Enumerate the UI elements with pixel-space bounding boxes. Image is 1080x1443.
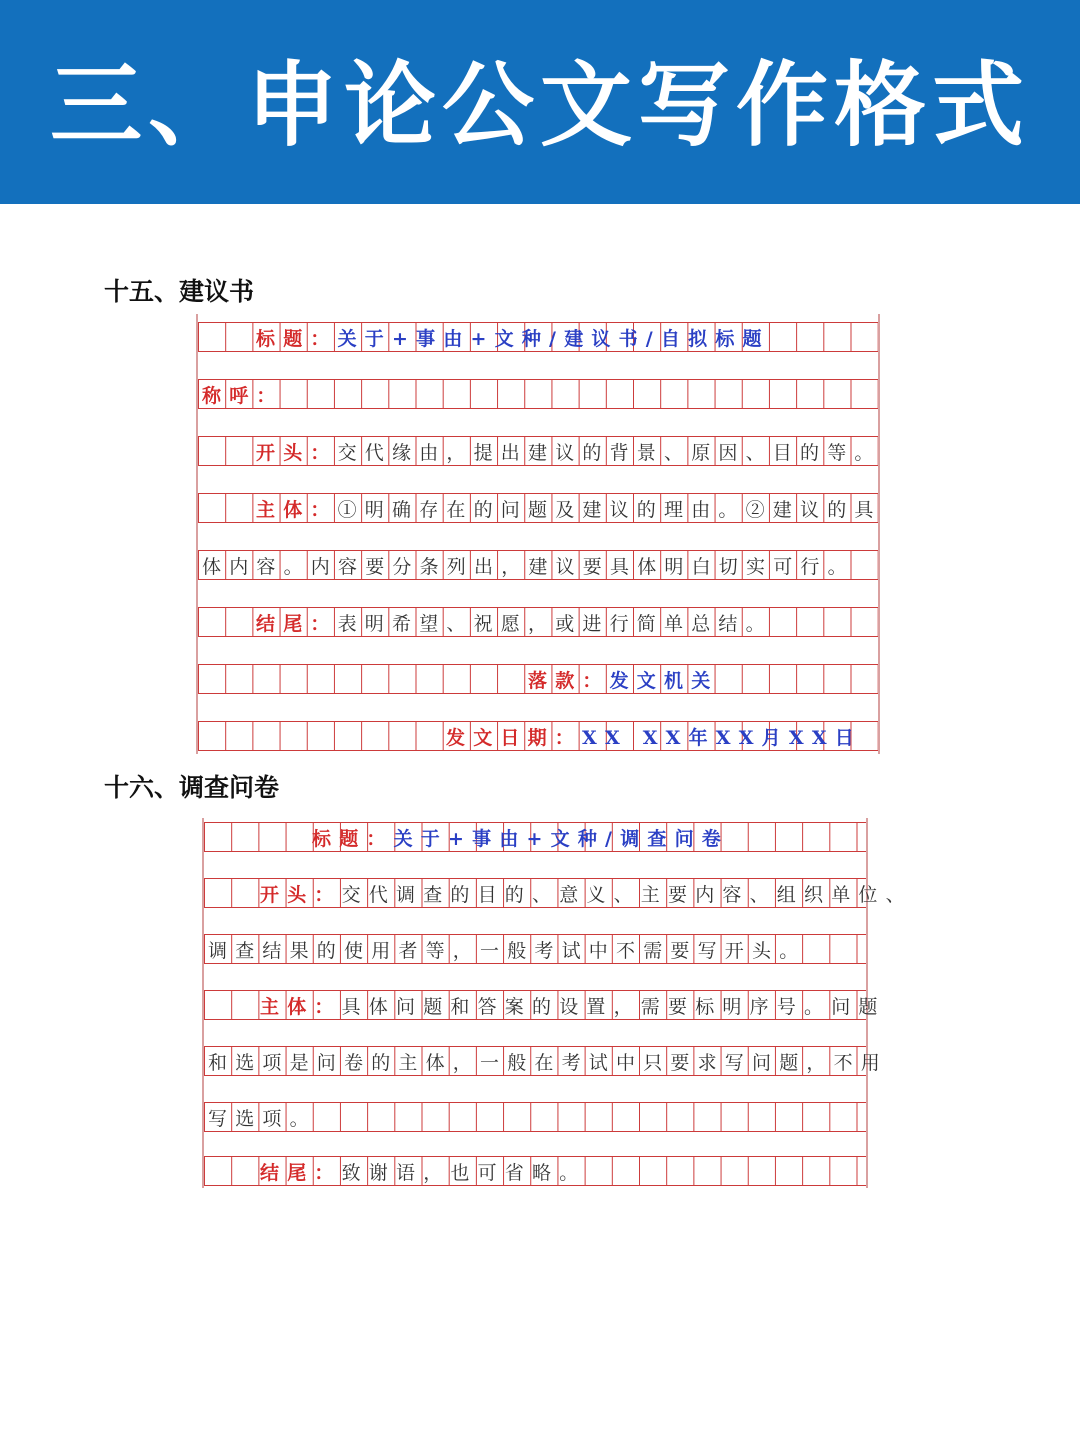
signature-value: 发文机关: [609, 669, 719, 692]
date-label: 发文日期：: [446, 726, 583, 749]
ending-label: 结尾：: [260, 1161, 342, 1184]
body-label: 主体：: [260, 995, 342, 1018]
grid-row-body-1: [204, 990, 886, 1020]
grid-row-signature: [198, 664, 878, 694]
grid-row-body-3: [204, 1102, 866, 1132]
grid-sheet-questionnaire: [202, 818, 913, 1188]
page-title: 三、申论公文写作格式: [49, 52, 1030, 159]
section-heading-proposal: 十五、建议书: [104, 277, 255, 306]
grid-row-opening-1: [204, 878, 913, 908]
grid-row-salutation: [198, 379, 878, 409]
salutation-label: 称呼：: [202, 384, 284, 407]
header-banner: [0, 0, 1080, 204]
grid-row-body-2: [204, 1046, 889, 1076]
opening-text: 交代缘由，提出建议的背景、原因、目的等。: [337, 441, 882, 464]
title-value: 关于+事由+文种/建议书/自拟标题: [337, 327, 770, 350]
body-text-line-2: 体内容。内容要分条列出，建议要具体明白切实可行。: [202, 555, 855, 578]
grid-row-opening: [198, 436, 882, 466]
section-heading-questionnaire: 十六、调查问卷: [104, 773, 280, 802]
ending-label: 结尾：: [256, 612, 338, 635]
title-value: 关于+事由+文种/调查问卷: [393, 827, 729, 850]
body-text-line-1: 具体问题和答案的设置，需要标明序号。问题: [341, 995, 886, 1018]
body-text-line-1: ①明确存在的问题及建议的理由。②建议的具: [337, 498, 882, 521]
grid-row-ending: [198, 607, 878, 637]
title-label: 标题：: [312, 827, 394, 850]
opening-label: 开头：: [256, 441, 338, 464]
ending-text: 致谢语，也可省略。: [341, 1161, 587, 1184]
opening-label: 开头：: [260, 883, 342, 906]
body-text-line-3: 写选项。: [208, 1107, 317, 1130]
opening-text-line-2: 调查结果的使用者等，一般考试中不需要写开头。: [208, 939, 807, 962]
grid-row-title: [204, 822, 866, 852]
body-label: 主体：: [256, 498, 338, 521]
grid-row-date: [198, 721, 878, 751]
signature-label: 落款：: [528, 669, 610, 692]
date-value: XX XX年XX月XX日: [582, 726, 862, 749]
ending-text: 表明希望、祝愿，或进行简单总结。: [337, 612, 773, 635]
title-label: 标题：: [256, 327, 338, 350]
grid-row-body-2: [198, 550, 878, 580]
grid-row-body-1: [198, 493, 882, 523]
grid-row-ending: [204, 1156, 866, 1186]
grid-row-title: [198, 322, 878, 352]
grid-row-opening-2: [204, 934, 866, 964]
grid-sheet-proposal: [196, 314, 880, 754]
body-text-line-2: 和选项是问卷的主体，一般在考试中只要求写问题，不用: [208, 1051, 889, 1074]
opening-text-line-1: 交代调查的目的、意义、主要内容、组织单位、: [341, 883, 913, 906]
